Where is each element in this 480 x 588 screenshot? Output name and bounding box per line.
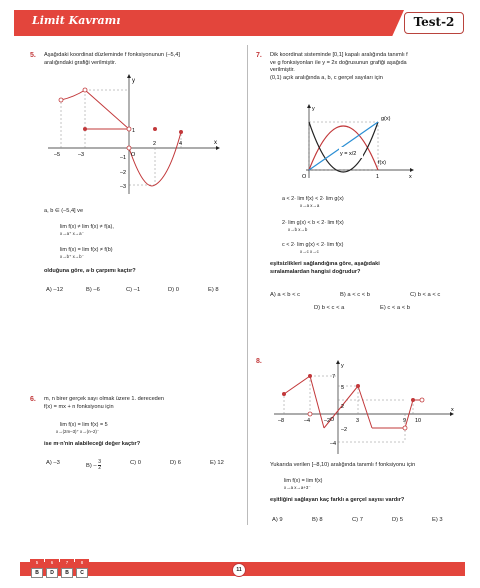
page-number: 11: [232, 563, 246, 577]
q5-open-point: [59, 98, 63, 102]
q8-y-tick: –2: [341, 427, 348, 433]
q8-y-tick: 7: [332, 374, 336, 380]
q8-open-point: [420, 398, 424, 402]
q7-ineq3: c < 2· lim g(x) < 2· lim f(x): [282, 242, 344, 248]
q8-x-tick: –2: [324, 418, 331, 424]
q7-question: [270, 261, 470, 276]
q5-open-point: [127, 146, 131, 150]
q7-question-line1: eşitsizlikleri sağlandığına göre, aşağıdaki: [270, 261, 380, 267]
q5-limit1: lim f(x) ≠ lim f(x) ≠ f(a),: [60, 224, 114, 230]
q8-x-tick: –4: [304, 418, 311, 424]
q6-frac-num: 3: [98, 459, 102, 465]
q5-condition: a, b ∈ (–5,4] ve: [44, 208, 84, 214]
q8-option-d[interactable]: D) 5: [392, 517, 403, 523]
q5-limit2: lim f(x) = lim f(x) ≠ f(b): [60, 247, 113, 253]
answer-key-num: 8: [75, 559, 89, 566]
q8-number: 8.: [256, 358, 262, 365]
q8-filled-point: [356, 384, 360, 388]
q5-limit2-sub: x→b⁺ x→b⁻: [60, 254, 84, 259]
q6-limit-sub: x→(2m–3)⁺ x→(n–2)⁻: [56, 429, 100, 434]
q5-x-label: x: [214, 140, 217, 146]
q5-option-d[interactable]: D) 0: [168, 287, 179, 293]
q7-option-a[interactable]: A) a < b < c: [270, 292, 300, 298]
page-title: Limit Kavramı: [32, 14, 121, 27]
q8-x-tick: 10: [415, 418, 422, 424]
q7-ineq2: 2· lim g(x) < b < 2· lim f(x): [282, 220, 344, 226]
q7-origin: O: [302, 174, 307, 180]
q5-intro: [44, 52, 244, 67]
q8-y-label: y: [341, 363, 344, 369]
q8-intro: Yukarıda verilen [–8,10) aralığında tanımlı f fonksiyonu için: [270, 462, 416, 468]
q8-graph: [270, 358, 460, 458]
q5-y-tick: 1: [132, 128, 136, 134]
q7-ineq1: a < 2· lim f(x) < 2· lim g(x): [282, 196, 344, 202]
q8-filled-point: [282, 392, 286, 396]
q6-option-b-fraction: [98, 460, 101, 471]
q7-option-c[interactable]: C) b < a < c: [410, 292, 441, 298]
q7-question-line2: sıralamalardan hangisi doğrudur?: [270, 268, 361, 275]
q6-frac-den: 2: [98, 465, 102, 471]
answer-key-num: 7: [60, 559, 74, 566]
q7-intro-line4: (0,1) açık aralığında a, b, c gerçel sayıları için: [270, 74, 383, 81]
q7-option-e[interactable]: E) c < a < b: [380, 305, 410, 311]
q8-limit: lim f(x) = lim f(x): [284, 478, 323, 484]
q5-filled-point: [179, 130, 183, 134]
answer-key-value: D: [46, 568, 58, 578]
answer-key-num: 5: [30, 559, 44, 566]
q8-y-tick: 5: [341, 385, 345, 391]
q6-option-b-label: B) –: [86, 463, 97, 470]
q8-y-tick: 2: [341, 404, 345, 410]
q7-line-label: y = x/2: [340, 151, 357, 157]
q7-ineq2-sub: x→b x→b: [288, 227, 308, 232]
q8-question: eşitliğini sağlayan kaç farklı a gerçel sayısı vardır?: [270, 497, 405, 503]
answer-key-num: 6: [45, 559, 59, 566]
q7-ineq1-sub: x→a x→a: [300, 203, 320, 208]
q8-filled-point: [308, 374, 312, 378]
q5-intro-line2: aralığındaki grafiği verilmiştir.: [44, 59, 117, 66]
answer-key-value: B: [61, 568, 73, 578]
q5-filled-point: [83, 127, 87, 131]
answer-key-value: C: [76, 568, 88, 578]
q5-number: 5.: [30, 52, 36, 59]
q6-intro: [44, 396, 244, 411]
q6-question: ise m·n'nin alabileceği değer kaçtır?: [44, 441, 141, 447]
q8-open-point: [308, 412, 312, 416]
q8-origin: O: [330, 417, 335, 423]
q8-option-c[interactable]: C) 7: [352, 517, 363, 523]
q8-option-e[interactable]: E) 3: [432, 517, 443, 523]
q6-number: 6.: [30, 396, 36, 403]
q8-x-label: x: [451, 407, 454, 413]
q8-x-tick: 9: [403, 418, 407, 424]
q8-x-tick: –8: [278, 418, 285, 424]
q5-graph: [44, 72, 224, 202]
q6-option-c[interactable]: C) 0: [130, 460, 141, 466]
q7-f-label: f(x): [378, 160, 386, 166]
test-label: Test-2: [404, 12, 464, 34]
q7-option-d[interactable]: D) b < c < a: [314, 305, 345, 311]
q7-x-label: x: [409, 174, 412, 180]
q5-origin: O: [131, 152, 136, 158]
q5-filled-point: [153, 127, 157, 131]
q5-limit1-sub: x→a⁺ x→a⁻: [60, 231, 84, 236]
q8-option-a[interactable]: A) 9: [272, 517, 283, 523]
q7-intro: [270, 52, 470, 82]
q8-y-tick: –4: [330, 441, 337, 447]
q7-intro-line2: ve g fonksiyonları ile y = 2x doğrusunun grafiği aşağıda: [270, 59, 407, 66]
q8-filled-point: [411, 398, 415, 402]
q7-graph: [292, 102, 422, 182]
q7-number: 7.: [256, 52, 262, 59]
q5-option-e[interactable]: E) 8: [208, 287, 219, 293]
q5-y-label: y: [132, 78, 135, 84]
q5-open-point: [83, 88, 87, 92]
q7-one-tick: 1: [376, 174, 380, 180]
column-divider: [247, 45, 248, 525]
q7-ineq3-sub: x→c x→c: [300, 249, 319, 254]
q5-intro-line1: Aşağıdaki koordinat düzleminde f fonksiyonunun (–5,4]: [44, 52, 180, 58]
q5-x-tick: –3: [78, 152, 85, 158]
q6-option-b[interactable]: [86, 460, 101, 471]
q8-limit-sub: x→a x→a+3⁻: [284, 485, 311, 490]
q5-y-tick: –3: [120, 184, 127, 190]
q5-open-point: [127, 127, 131, 131]
q5-option-c[interactable]: C) –1: [126, 287, 141, 293]
q5-y-tick: –2: [120, 170, 127, 176]
q6-option-d[interactable]: D) 6: [170, 460, 181, 466]
q5-question: olduğuna göre, a·b çarpımı kaçtır?: [44, 268, 136, 274]
answer-key-value: B: [31, 568, 43, 578]
q5-x-tick: 4: [179, 141, 183, 147]
q7-g-label: g(x): [381, 116, 391, 122]
q6-intro-line1: m, n birer gerçek sayı olmak üzere 1. dereceden: [44, 396, 165, 402]
q8-open-point: [403, 426, 407, 430]
q7-option-b[interactable]: B) a < c < b: [340, 292, 370, 298]
q6-option-e[interactable]: E) 12: [210, 460, 224, 466]
q5-x-tick: –5: [54, 152, 61, 158]
q5-option-b[interactable]: B) –6: [86, 287, 100, 293]
q7-intro-line3: verilmiştir.: [270, 67, 295, 74]
q6-limit: lim f(x) = lim f(x) = 5: [60, 422, 108, 428]
q8-x-tick: 3: [356, 418, 360, 424]
q7-intro-line1: Dik koordinat sisteminde [0,1] kapalı aralığında tanımlı f: [270, 52, 408, 58]
q5-option-a[interactable]: A) –12: [46, 287, 64, 293]
q5-y-tick: –1: [120, 155, 127, 161]
q5-x-tick: 2: [153, 141, 157, 147]
q8-option-b[interactable]: B) 8: [312, 517, 323, 523]
q6-intro-line2: f(x) = mx + n fonksiyonu için: [44, 403, 114, 410]
q6-option-a[interactable]: A) –3: [46, 460, 60, 466]
q7-y-label: y: [312, 106, 315, 112]
